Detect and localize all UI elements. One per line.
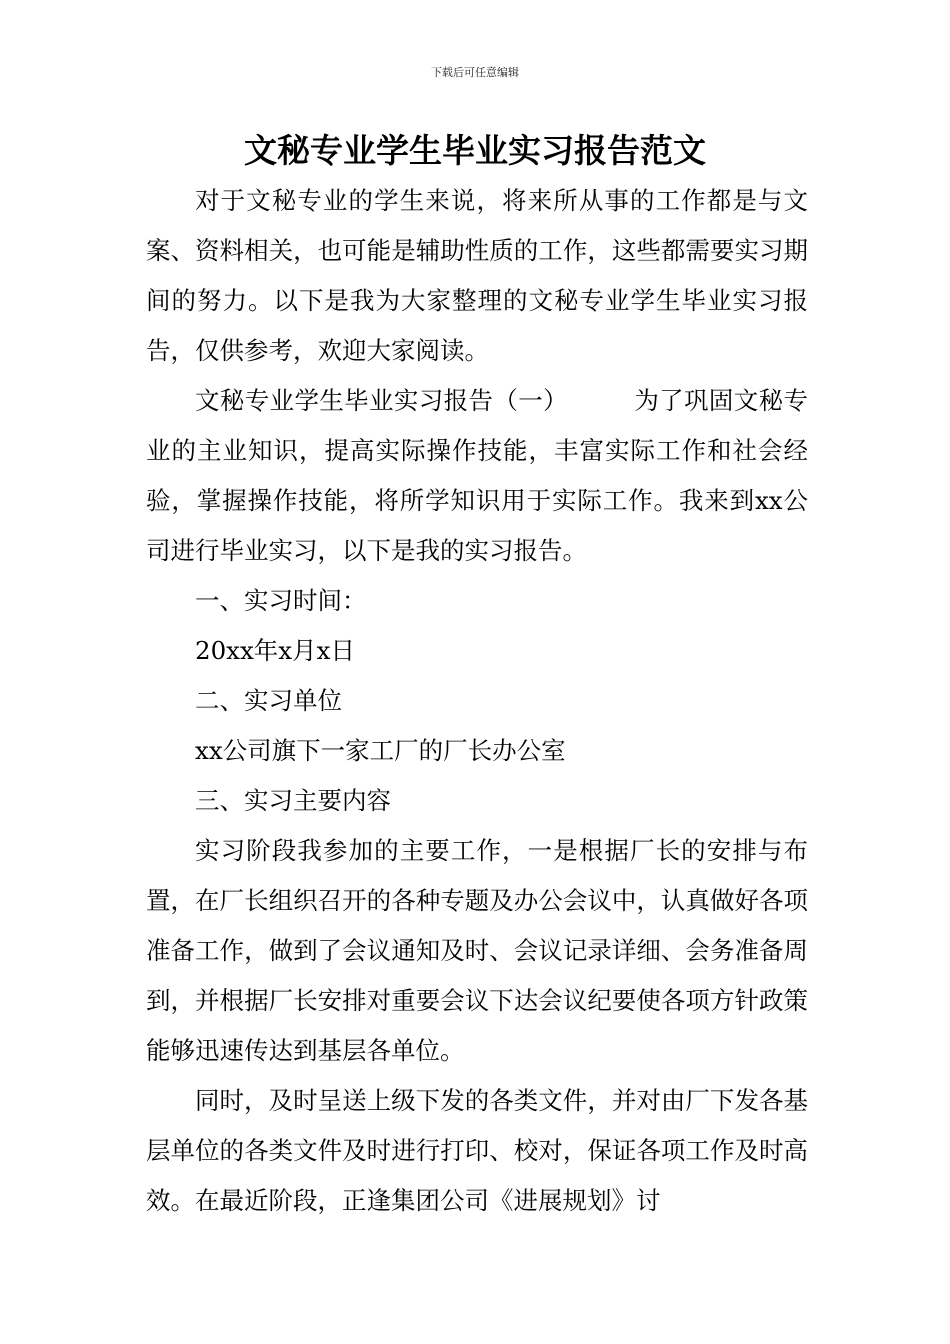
section-one-text: 为了巩固文秘专业的主业知识，提高实际操作技能，丰富实际工作和社会经验，掌握操作技能，将所学知识用于实际工作。我来到xx公司进行毕业实习，以下是我的实习报告。: [146, 386, 808, 565]
section-one-paragraph: [146, 376, 808, 576]
unit-heading: 二、实习单位: [195, 686, 342, 715]
unit-value: xx公司旗下一家工厂的厂长办公室: [195, 736, 566, 765]
content-paragraph-1: 实习阶段我参加的主要工作，一是根据厂长的安排与布置，在厂长组织召开的各种专题及办公会议中，认真做好各项准备工作，做到了会议通知及时、会议记录详细、会务准备周到，并根据厂长安排对重要会议下达会议纪要使各项方针政策能够迅速传达到基层各单位。: [146, 836, 808, 1065]
time-heading: 一、实习时间：: [195, 586, 367, 615]
document-title: 文秘专业学生毕业实习报告范文: [244, 131, 706, 170]
content-paragraph-2: 同时，及时呈送上级下发的各类文件，并对由厂下发各基层单位的各类文件及时进行打印、校对，保证各项工作及时高效。在最近阶段，正逢集团公司《进展规划》讨: [146, 1086, 808, 1215]
header-note: 下载后可任意编辑: [431, 66, 519, 79]
section-one-heading: 文秘专业学生毕业实习报告（一）: [195, 386, 568, 415]
time-value: 20xx年x月x日: [195, 636, 355, 665]
content-heading: 三、实习主要内容: [195, 786, 391, 815]
document-body: [146, 176, 808, 1226]
intro-paragraph: 对于文秘专业的学生来说，将来所从事的工作都是与文案、资料相关，也可能是辅助性质的工作，这些都需要实习期间的努力。以下是我为大家整理的文秘专业学生毕业实习报告，仅供参考，欢迎大家阅读。: [146, 186, 808, 365]
